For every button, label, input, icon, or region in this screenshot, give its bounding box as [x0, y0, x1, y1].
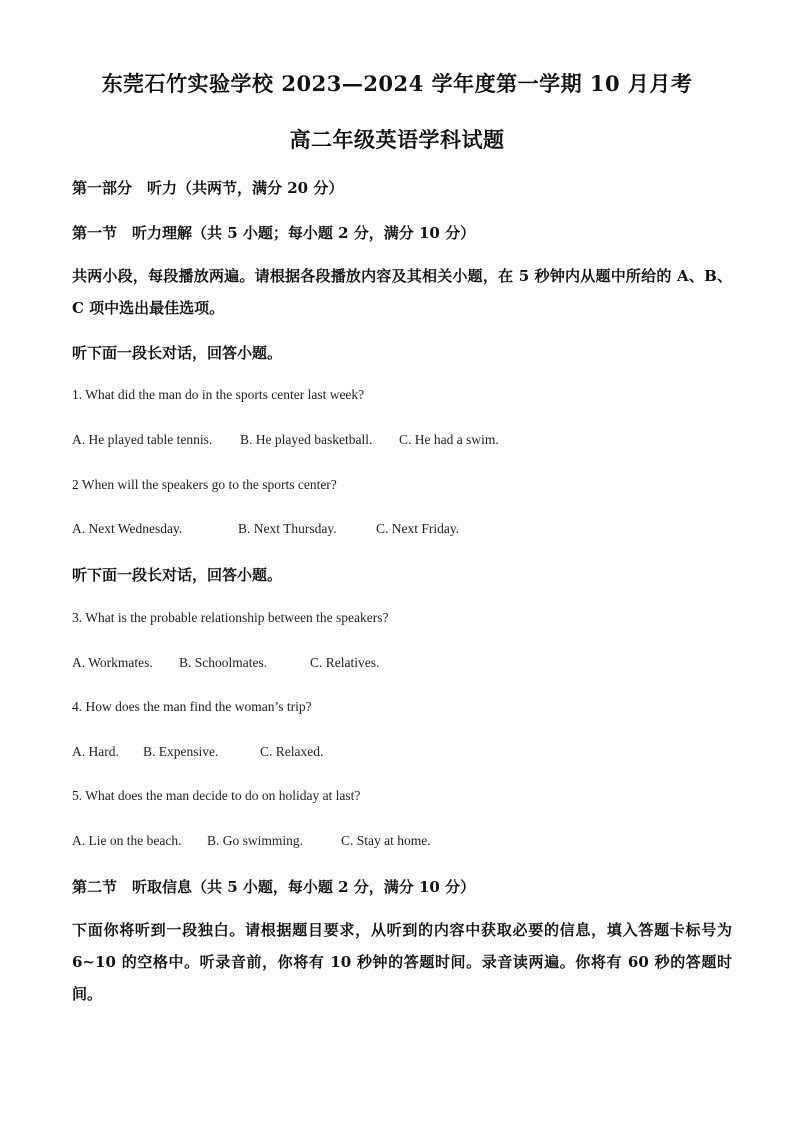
section2-instructions: 下面你将听到一段独白。请根据题目要求，从听到的内容中获取必要的信息，填入答题卡标号为 6~10 的空格中。听录音前，你将有 10 秒钟的答题时间。录音读两遍。你将有 60 秒的答题时间。: [72, 921, 732, 1003]
section1-heading: 第一节 听力理解（共 5 小题；每小题 2 分，满分 10 分）: [72, 224, 476, 242]
exam-subtitle: 高二年级英语学科试题: [289, 127, 505, 152]
exam-title: 东莞石竹实验学校 2023—2024 学年度第一学期 10 月月考: [101, 71, 693, 96]
part1-heading: 第一部分 听力（共两节，满分 20 分）: [72, 179, 344, 197]
q1-option-a: A. He played table tennis.: [72, 432, 213, 447]
dialogue1-prompt: 听下面一段长对话，回答小题。: [72, 344, 283, 362]
question-5-options: [72, 833, 431, 849]
q5-option-a: A. Lie on the beach.: [72, 833, 182, 848]
q3-option-a: A. Workmates.: [72, 655, 153, 670]
q4-option-a: A. Hard.: [72, 744, 119, 759]
section2-heading: 第二节 听取信息（共 5 小题，每小题 2 分，满分 10 分）: [72, 878, 476, 896]
q5-option-b: B. Go swimming.: [207, 833, 304, 848]
q1-option-c: C. He had a swim.: [399, 432, 499, 447]
q5-option-c: C. Stay at home.: [341, 833, 431, 848]
question-3-options: [72, 655, 379, 671]
q2-option-a: A. Next Wednesday.: [72, 521, 183, 536]
q4-option-b: B. Expensive.: [143, 744, 219, 759]
q1-option-b: B. He played basketball.: [240, 432, 373, 447]
q2-option-c: C. Next Friday.: [376, 521, 460, 536]
q4-option-c: C. Relaxed.: [260, 744, 324, 759]
q3-option-b: B. Schoolmates.: [179, 655, 268, 670]
dialogue2-prompt: 听下面一段长对话，回答小题。: [72, 566, 283, 584]
question-4: 4. How does the man find the woman’s trip?: [72, 699, 312, 714]
section1-instructions: 共两小段，每段播放两遍。请根据各段播放内容及其相关小题，在 5 秒钟内从题中所给的 A、B、C 项中选出最佳选项。: [72, 267, 732, 317]
q2-option-b: B. Next Thursday.: [238, 521, 337, 536]
question-1: 1. What did the man do in the sports center last week?: [72, 387, 365, 402]
question-3: 3. What is the probable relationship between the speakers?: [72, 610, 389, 625]
question-4-options: [72, 744, 323, 760]
question-2: 2 When will the speakers go to the sports center?: [72, 477, 337, 492]
question-2-options: [72, 521, 459, 537]
q3-option-c: C. Relatives.: [310, 655, 380, 670]
question-5: 5. What does the man decide to do on holiday at last?: [72, 788, 361, 803]
question-1-options: [72, 432, 499, 448]
